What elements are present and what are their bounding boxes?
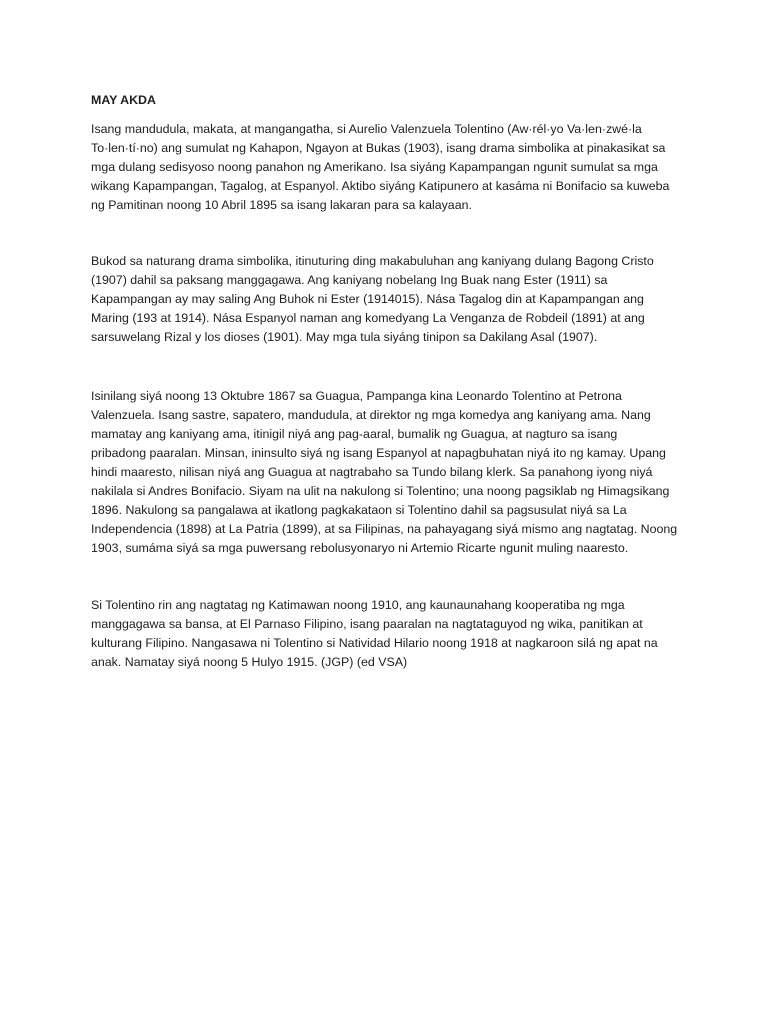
paragraph-line: anak. Namatay siyá noong 5 Hulyo 1915. (JGP) (ed VSA) xyxy=(91,655,408,669)
paragraph-line: 1903, sumáma siyá sa mga puwersang rebolusyonaryo ni Artemio Ricarte ngunit muling naaresto. xyxy=(91,541,629,555)
paragraph-line: Kapampangan ay may saling Ang Buhok ni Ester (1914015). Nása Tagalog din at Kapampangan ang xyxy=(91,292,644,306)
paragraph-line: nakilala si Andres Bonifacio. Siyam na ulit na nakulong si Tolentino; una noong pagsiklab ng Himagsikang xyxy=(91,484,670,498)
paragraph-line: Bukod sa naturang drama simbolika, itinuturing ding makabuluhan ang kaniyang dulang Bagong Cristo xyxy=(91,254,654,268)
paragraph-line: kulturang Filipino. Nangasawa ni Tolentino si Natividad Hilario noong 1918 at nagkaroon silá ng apat na xyxy=(91,636,658,650)
paragraph-line: Si Tolentino rin ang nagtatag ng Katimawan noong 1910, ang kaunaunahang kooperatiba ng mga xyxy=(91,598,625,612)
paragraph-2 xyxy=(91,252,751,347)
paragraph-line: Valenzuela. Isang sastre, sapatero, mandudula, at direktor ng mga komedya ang kaniyang ama. Nang xyxy=(91,408,651,422)
paragraph-line: Isinilang siyá noong 13 Oktubre 1867 sa Guagua, Pampanga kina Leonardo Tolentino at Petrona xyxy=(91,389,622,403)
paragraph-line: sarsuwelang Rizal y los dioses (1901). May mga tula siyáng tinipon sa Dakilang Asal (1907). xyxy=(91,330,598,344)
section-heading: MAY AKDA xyxy=(91,93,156,107)
paragraph-line: ng Pamitinan noong 10 Abril 1895 sa isang lakaran para sa kalayaan. xyxy=(91,198,472,212)
paragraph-line: Isang mandudula, makata, at mangangatha, si Aurelio Valenzuela Tolentino (Aw·rél·yo Va·len·zwé·la xyxy=(91,122,642,136)
paragraph-line: Maring (193 at 1914). Nása Espanyol naman ang komedyang La Venganza de Robdeil (1891) at ang xyxy=(91,311,645,325)
paragraph-line: wikang Kapampangan, Tagalog, at Espanyol. Aktibo siyáng Katipunero at kasáma ni Bonifacio sa kuweba xyxy=(91,179,670,193)
paragraph-line: Independencia (1898) at La Patria (1899), at sa Filipinas, na pahayagang siyá mismo ang nagtatag. Noong xyxy=(91,522,678,536)
paragraph-3 xyxy=(91,387,751,558)
paragraph-line: 1896. Nakulong sa pangalawa at ikatlong pagkakataon si Tolentino dahil sa pagsusulat niyá sa La xyxy=(91,503,627,517)
paragraph-line: manggagawa sa bansa, at El Parnaso Filipino, isang paaralan na nagtataguyod ng wika, panitikan at xyxy=(91,617,643,631)
paragraph-line: mamatay ang kaniyang ama, itinigil niyá ang pag-aaral, bumalik ng Guagua, at nagturo sa isang xyxy=(91,427,618,441)
paragraph-line: pribadong paaralan. Minsan, ininsulto siyá ng isang Espanyol at napagbuhatan niyá ito ng kamay. Upang xyxy=(91,446,666,460)
paragraph-line: (1907) dahil sa paksang manggagawa. Ang kaniyang nobelang Ing Buak nang Ester (1911) sa xyxy=(91,273,608,287)
paragraph-line: mga dulang sedisyoso noong panahon ng Amerikano. Isa siyáng Kapampangan ngunit sumulat sa mga xyxy=(91,160,658,174)
paragraph-4 xyxy=(91,596,751,672)
paragraph-line: To·len·tí·no) ang sumulat ng Kahapon, Ngayon at Bukas (1903), isang drama simbolika at pinakasikat sa xyxy=(91,141,666,155)
paragraph-line: hindi maaresto, nilisan niyá ang Guagua at nagtrabaho sa Tundo bilang klerk. Sa panahong iyong niyá xyxy=(91,465,653,479)
paragraph-1 xyxy=(91,120,751,215)
